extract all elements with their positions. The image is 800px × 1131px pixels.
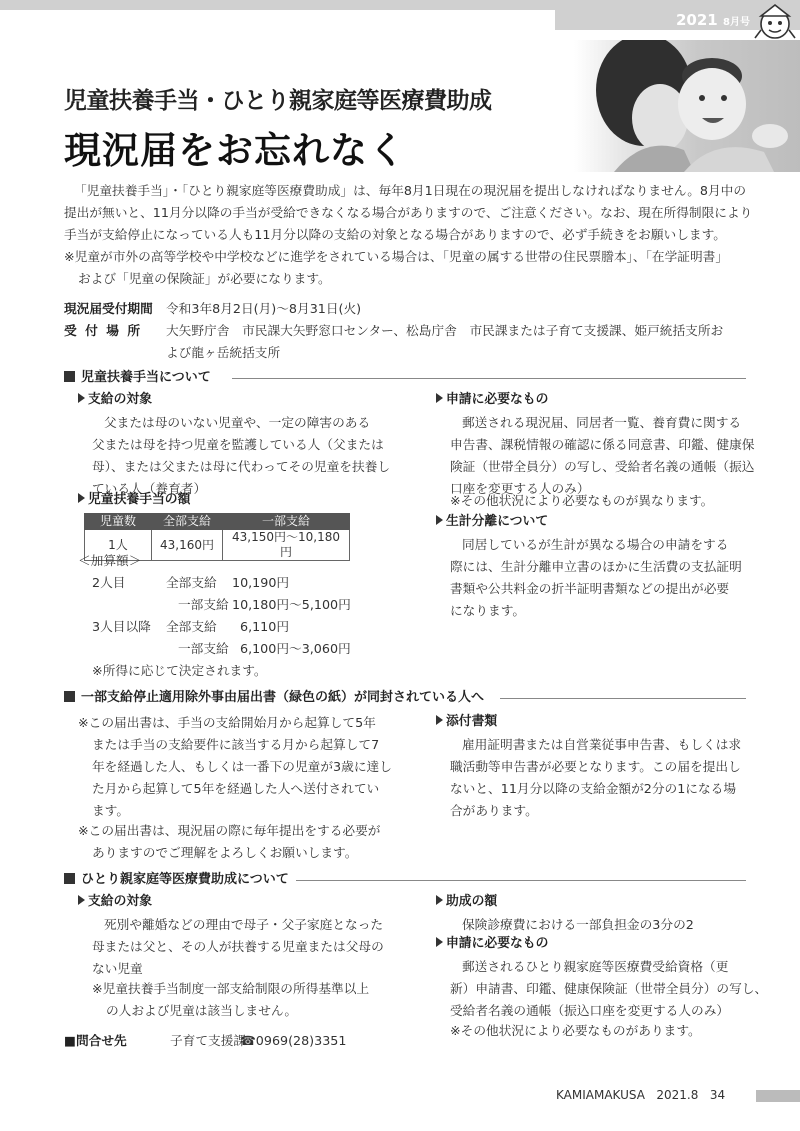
table-header: 児童数 xyxy=(85,514,152,530)
body-line: 父または母を持つ児童を監護している人（父または xyxy=(92,437,384,452)
additional-amount: 10,180円～5,100円 xyxy=(232,597,351,612)
section-heading-text: ひとり親家庭等医療費助成について xyxy=(81,872,289,887)
title-line2: 現況届をお忘れなく xyxy=(64,129,406,172)
section-heading xyxy=(64,368,211,388)
title-line1: 児童扶養手当・ひとり親家庭等医療費助成 xyxy=(64,88,492,114)
section-heading xyxy=(64,688,484,708)
additional-heading: ＜加算額＞ xyxy=(78,553,142,568)
body-line: 口座を変更する人のみ） xyxy=(450,481,590,496)
body-line: 郵送されるひとり親家庭等医療費受給資格（更 xyxy=(462,959,729,974)
triangle-bullet-icon xyxy=(436,895,443,905)
body-line: 同居しているが生計が異なる場合の申請をする xyxy=(462,537,729,552)
body-line: 際には、生計分離申立書のほかに生活費の支払証明 xyxy=(450,559,742,574)
subheading-text: 添付書類 xyxy=(446,714,498,729)
place-label: 受 付 場 所 xyxy=(64,323,143,338)
triangle-bullet-icon xyxy=(78,493,85,503)
subheading xyxy=(436,892,497,912)
intro-line: 「児童扶養手当」・「ひとり親家庭等医療費助成」は、毎年8月1日現在の現況届を提出しなければなりません。8月中の xyxy=(74,183,747,198)
table-header: 全部支給 xyxy=(152,514,223,530)
body-line: ありますのでご理解をよろしくお願いします。 xyxy=(92,845,358,860)
additional-label: 3人目以降 xyxy=(92,619,151,634)
subheading-text: 申請に必要なもの xyxy=(446,936,549,951)
intro-note: および「児童の保険証」が必要になります。 xyxy=(78,271,331,286)
subheading xyxy=(78,390,152,410)
table-header: 一部支給 xyxy=(223,514,350,530)
section-heading-text: 一部支給停止適用除外事由届出書（緑色の紙）が同封されている人へ xyxy=(81,690,485,705)
body-line: 母または父と、その人が扶養する児童または父母の xyxy=(92,939,384,954)
body-line: 申告書、課税情報の確認に係る同意書、印鑑、健康保 xyxy=(450,437,755,452)
additional-amount: 10,190円 xyxy=(232,575,290,590)
period-label: 現況届受付期間 xyxy=(64,301,153,316)
additional-type: 一部支給 xyxy=(178,597,229,612)
subheading-text: 申請に必要なもの xyxy=(446,392,549,407)
subheading xyxy=(78,892,152,912)
square-bullet-icon xyxy=(64,691,75,702)
page-number: 34 xyxy=(709,1088,726,1102)
additional-type: 全部支給 xyxy=(166,575,217,590)
additional-amount: 6,100円～3,060円 xyxy=(240,641,351,656)
section-rule xyxy=(296,880,746,881)
triangle-bullet-icon xyxy=(436,715,443,725)
footer xyxy=(556,1088,725,1102)
triangle-bullet-icon xyxy=(436,937,443,947)
body-line: 年を経過した人、もしくは一番下の児童が3歳に達し xyxy=(92,759,392,774)
square-bullet-icon xyxy=(64,371,75,382)
additional-type: 全部支給 xyxy=(166,619,217,634)
table-cell: 43,150円～10,180円 xyxy=(223,530,350,561)
required-note: ※その他状況により必要なものがあります。 xyxy=(450,1023,701,1038)
triangle-bullet-icon xyxy=(78,393,85,403)
subheading xyxy=(436,390,548,410)
body-line: 父または母のいない児童や、一定の障害のある xyxy=(104,415,371,430)
table-header-row xyxy=(85,514,350,530)
intro-line: 手当が支給停止になっている人も11月分以降の支給の対象となる場合がありますので、必ず手続きをお願いします。 xyxy=(64,227,726,242)
additional-label: 2人目 xyxy=(92,575,126,590)
triangle-bullet-icon xyxy=(436,393,443,403)
contact-phone: ☎0969(28)3351 xyxy=(240,1033,347,1048)
body-line: ※この届出書は、現況届の際に毎年提出をする必要が xyxy=(78,823,381,838)
intro-note: ※児童が市外の高等学校や中学校などに進学をされている場合は、「児童の属する世帯の住民票謄本」、「在学証明書」 xyxy=(64,249,729,264)
additional-type: 一部支給 xyxy=(178,641,229,656)
body-line: ないと、11月分以降の支給金額が2分の1になる場 xyxy=(450,781,737,796)
body-line: または手当の支給要件に該当する月から起算して7 xyxy=(92,737,380,752)
body-line: ている人（養育者） xyxy=(92,481,207,496)
subheading xyxy=(436,934,548,954)
section-rule xyxy=(232,378,746,379)
footer-bar xyxy=(756,1090,800,1102)
body-line: た月から起算して5年を経過した人へ送付されてい xyxy=(92,781,380,796)
body-line: 険証（世帯全員分）の写し、受給者名義の通帳（振込 xyxy=(450,459,755,474)
contact-label: ■問合せ先 xyxy=(64,1033,127,1048)
top-bar xyxy=(0,0,800,10)
body-line: ※この届出書は、手当の支給開始月から起算して5年 xyxy=(78,715,376,730)
table-cell: 1人 xyxy=(85,530,152,561)
subheading-text: 生計分離について xyxy=(446,514,549,529)
triangle-bullet-icon xyxy=(436,515,443,525)
body-line: 郵送される現況届、同居者一覧、養育費に関する xyxy=(462,415,742,430)
required-note: ※その他状況により必要なものが異なります。 xyxy=(450,493,714,508)
income-note: ※所得に応じて決定されます。 xyxy=(92,663,267,678)
body-line: 新）申請書、印鑑、健康保険証（世帯全員分）の写し、 xyxy=(450,981,768,996)
body-line: ※児童扶養手当制度一部支給制限の所得基準以上 xyxy=(92,981,370,996)
subheading xyxy=(436,512,548,532)
body-line: 職活動等申告書が必要となります。この届を提出し xyxy=(450,759,741,774)
subheading-text: 助成の額 xyxy=(446,894,498,909)
issue-label xyxy=(676,10,750,33)
subheading xyxy=(436,712,497,732)
body-line: ない児童 xyxy=(92,961,143,976)
body-line: ます。 xyxy=(92,803,130,818)
triangle-bullet-icon xyxy=(78,895,85,905)
body-line: 保険診療費における一部負担金の3分の2 xyxy=(462,917,694,932)
subheading-text: 支給の対象 xyxy=(88,894,152,909)
body-line: 合があります。 xyxy=(450,803,538,818)
body-line: 受給者名義の通帳（振込口座を変更する人のみ） xyxy=(450,1003,730,1018)
place-line: よび龍ヶ岳統括支所 xyxy=(166,345,281,360)
square-bullet-icon xyxy=(64,873,75,884)
subheading xyxy=(78,490,190,510)
intro-line: 提出が無いと、11月分以降の手当が受給できなくなる場合がありますので、ご注意ください。なお、現在所得制限により xyxy=(64,205,753,220)
body-line: 母）、または父または母に代わってその児童を扶養し xyxy=(92,459,391,474)
section-heading-text: 児童扶養手当について xyxy=(81,370,211,385)
table-cell: 43,160円 xyxy=(152,530,223,561)
body-line: 死別や離婚などの理由で母子・父子家庭となった xyxy=(104,917,384,932)
issue-month: 8月号 xyxy=(722,17,750,28)
body-line: の人および児童は該当しません。 xyxy=(106,1003,298,1018)
period-value: 令和3年8月2日(月)～8月31日(火) xyxy=(166,301,362,316)
section-heading xyxy=(64,870,289,890)
subheading-text: 支給の対象 xyxy=(88,392,152,407)
body-line: 雇用証明書または自営業従事申告書、もしくは求 xyxy=(462,737,742,752)
mother-child-photo xyxy=(574,40,800,172)
contact-dept: 子育て支援課 xyxy=(170,1033,247,1048)
place-line: 大矢野庁舎 市民課大矢野窓口センター、松島庁舎 市民課または子育て支援課、姫戸統括支所お xyxy=(166,323,724,338)
mascot-icon xyxy=(752,2,798,42)
issue-year: 2021 xyxy=(676,11,718,29)
body-line: 書類や公共料金の折半証明書類などの提出が必要 xyxy=(450,581,730,596)
subheading-text: 児童扶養手当の額 xyxy=(88,492,191,507)
footer-publication: KAMIAMAKUSA xyxy=(556,1088,645,1102)
body-line: になります。 xyxy=(450,603,526,618)
footer-date: 2021.8 xyxy=(656,1088,699,1102)
additional-amount: 6,110円 xyxy=(240,619,290,634)
section-rule xyxy=(500,698,746,699)
